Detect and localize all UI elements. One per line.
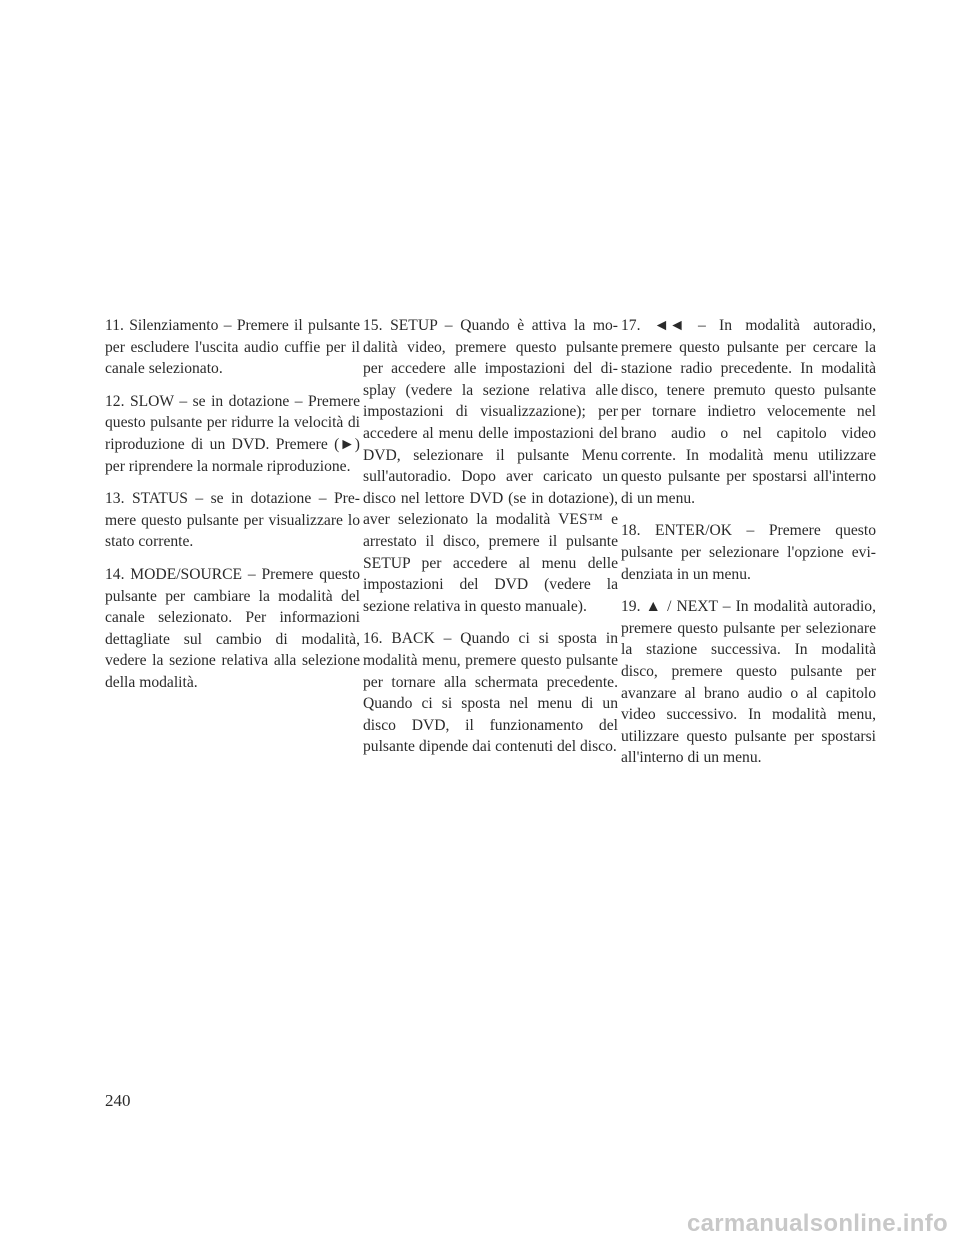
- watermark: carmanualsonline.info: [686, 1210, 948, 1237]
- item-11-mute: 11. Silenziamento – Premere il pulsante per escludere l'uscita audio cuffie per il canale selezionato.: [105, 317, 360, 378]
- text-column-3: [621, 315, 876, 780]
- item-15-setup: 15. SETUP – Quando è attiva la modalità video, premere questo pulsante per accedere alle impostazioni del display (vedere la sezione relativa alle impostazioni di visualizzazione); per accedere al menu delle impostazioni del DVD, selezionare il pulsante Menu sull'autoradio. Dopo aver caricato un disco nel lettore DVD (se in dotazione), aver selezionato la modalità VES™ e arrestato il disco, premere il pulsante SETUP per accedere al menu delle impostazioni del DVD (vedere la sezione relativa in questo manuale).: [363, 317, 618, 615]
- text-column-1: [105, 315, 360, 705]
- page-number: 240: [105, 1091, 131, 1110]
- item-18-enter-ok: 18. ENTER/OK – Premere questo pulsante per selezionare l'opzione evidenziata in un menu.: [621, 522, 876, 583]
- item-14-mode-source: 14. MODE/SOURCE – Premere questo pulsante per cambiare la modalità del canale selezionato. Per informazioni dettagliate sul cambio di modalità, vedere la sezione relativa alla selezione della modalità.: [105, 565, 360, 691]
- item-17-rewind: 17. ◄◄ – In modalità autoradio, premere questo pulsante per cercare la stazione radio precedente. In modalità disco, tenere premuto questo pulsante per tornare indietro velocemente nel brano audio o nel capitolo video corrente. In modalità menu utilizzare questo pulsante per spostarsi all'interno di un menu.: [621, 317, 876, 507]
- text-column-2: [363, 315, 618, 769]
- item-19-next: 19. ▲ / NEXT – In modalità autoradio, premere questo pulsante per selezionare la stazione successiva. In modalità disco, premere questo pulsante per avanzare al brano audio o al capitolo video successivo. In modalità menu, utilizzare questo pulsante per spostarsi all'interno di un menu.: [621, 598, 876, 767]
- item-12-slow: 12. SLOW – se in dotazione – Premere questo pulsante per ridurre la velocità di riproduzione di un DVD. Premere (►) per riprendere la normale riproduzione.: [105, 392, 360, 475]
- item-16-back: 16. BACK – Quando ci si sposta in modalità menu, premere questo pulsante per tornare alla schermata precedente. Quando ci si sposta nel menu di un disco DVD, il funzionamento del pulsante dipende dai contenuti del disco.: [363, 630, 618, 756]
- item-13-status: 13. STATUS – se in dotazione – Premere questo pulsante per visualizzare lo stato corrente.: [105, 490, 360, 551]
